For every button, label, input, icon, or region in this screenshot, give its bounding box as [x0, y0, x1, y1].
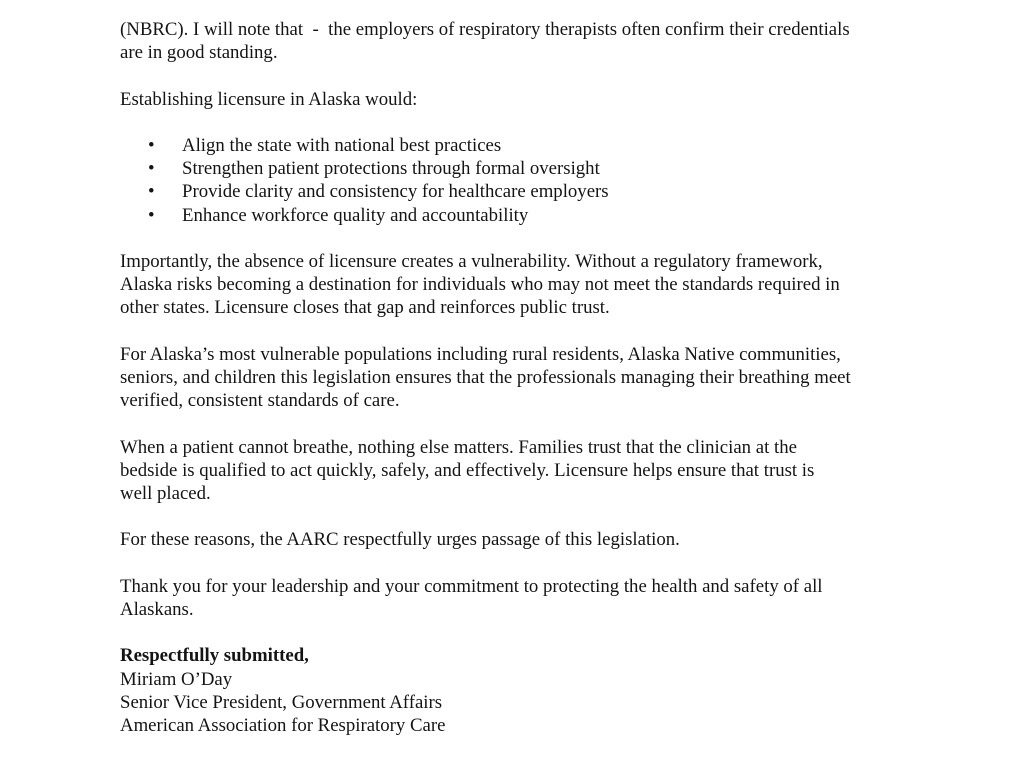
- text-line: Alaskans.: [120, 598, 194, 620]
- paragraph-importantly-vulnerability: [120, 250, 944, 320]
- paragraph-establishing-licensure: [120, 88, 944, 111]
- signature-block: [120, 644, 944, 737]
- bullet-icon: •: [148, 158, 155, 180]
- bullet-list: [120, 134, 944, 227]
- bullet-item: [120, 157, 944, 180]
- bullet-item-label: Align the state with national best practices: [182, 134, 502, 156]
- bullet-item-label: Provide clarity and consistency for healthcare employers: [182, 181, 609, 203]
- text-line: Thank you for your leadership and your commitment to protecting the health and safety of all: [120, 575, 823, 597]
- paragraph-thank-you: [120, 575, 944, 621]
- bullet-icon: •: [148, 204, 155, 226]
- paragraph-patient-cannot-breathe: [120, 436, 944, 506]
- bullet-icon: •: [148, 181, 155, 203]
- text-line: For Alaska’s most vulnerable populations including rural residents, Alaska Native communities,: [120, 343, 841, 365]
- text-line: Establishing licensure in Alaska would:: [120, 88, 418, 110]
- paragraph-vulnerable-populations: [120, 343, 944, 413]
- text-line: bedside is qualified to act quickly, safely, and effectively. Licensure helps ensure that trust is: [120, 459, 815, 481]
- signature-title: Senior Vice President, Government Affairs: [120, 691, 443, 713]
- text-line: (NBRC). I will note that - the employers of respiratory therapists often confirm their credentials: [120, 19, 850, 40]
- bullet-item: [120, 180, 944, 203]
- text-line: Importantly, the absence of licensure creates a vulnerability. Without a regulatory framework,: [120, 250, 823, 272]
- text-line: For these reasons, the AARC respectfully urges passage of this legislation.: [120, 529, 680, 551]
- bullet-item-label: Enhance workforce quality and accountability: [182, 204, 529, 226]
- bullet-item: [120, 204, 944, 227]
- text-line: other states. Licensure closes that gap and reinforces public trust.: [120, 297, 610, 319]
- text-line: well placed.: [120, 482, 211, 504]
- bullet-item: [120, 134, 944, 157]
- text-line: are in good standing.: [120, 42, 278, 64]
- text-line: verified, consistent standards of care.: [120, 390, 400, 412]
- signature-closing: Respectfully submitted,: [120, 645, 309, 667]
- signature-name: Miriam O’Day: [120, 668, 233, 690]
- text-line: Alaska risks becoming a destination for individuals who may not meet the standards required in: [120, 274, 840, 296]
- text-line: When a patient cannot breathe, nothing else matters. Families trust that the clinician at the: [120, 436, 797, 458]
- paragraph-urges-passage: [120, 528, 944, 551]
- paragraph-nbrc-credentials: [120, 18, 944, 64]
- bullet-icon: •: [148, 134, 155, 156]
- signature-organization: American Association for Respiratory Care: [120, 714, 446, 736]
- bullet-item-label: Strengthen patient protections through formal oversight: [182, 158, 600, 180]
- text-line: seniors, and children this legislation ensures that the professionals managing their breathing meet: [120, 366, 851, 388]
